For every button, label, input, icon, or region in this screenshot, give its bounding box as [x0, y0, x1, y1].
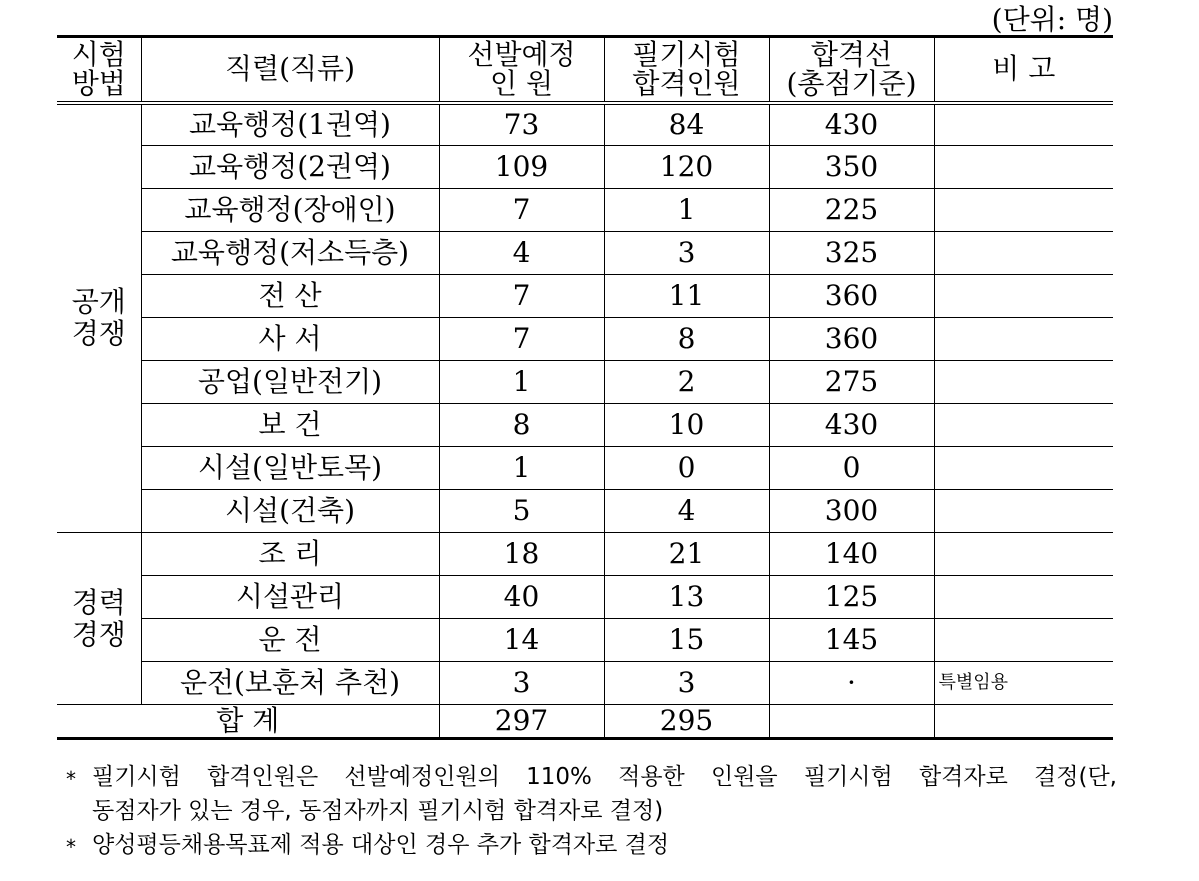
cell-written-pass: 4: [604, 490, 769, 533]
cell-job: 전 산: [141, 275, 439, 318]
exam-method-cell: 경력 경쟁: [57, 533, 141, 705]
cell-written-pass: 10: [604, 404, 769, 447]
footnotes: [62, 760, 1117, 862]
cell-planned: 18: [439, 533, 604, 576]
cell-remark: [934, 404, 1113, 447]
header-remark: 비 고: [934, 37, 1113, 103]
cell-written-pass: 1: [604, 189, 769, 232]
footnote-line: 양성평등채용목표제 적용 대상인 경우 추가 합격자로 결정: [92, 832, 670, 858]
total-planned: 297: [439, 705, 604, 739]
footnote: [62, 760, 1117, 828]
header-written-pass: 필기시험 합격인원: [604, 37, 769, 103]
table-row: [57, 576, 1113, 619]
table-row: [57, 490, 1113, 533]
exam-method-cell: 공개 경쟁: [57, 103, 141, 533]
footnote-bullet: *: [66, 767, 76, 791]
total-cutoff: [769, 705, 934, 739]
cell-cutoff: ·: [769, 662, 934, 705]
cell-job: 교육행정(저소득층): [141, 232, 439, 275]
header-planned: 선발예정 인 원: [439, 37, 604, 103]
cell-planned: 1: [439, 447, 604, 490]
cell-written-pass: 120: [604, 146, 769, 189]
header-cutoff: 합격선 (총점기준): [769, 37, 934, 103]
cell-written-pass: 11: [604, 275, 769, 318]
cell-written-pass: 13: [604, 576, 769, 619]
cell-remark: [934, 232, 1113, 275]
cell-remark: [934, 619, 1113, 662]
cell-remark: [934, 533, 1113, 576]
table-row: [57, 232, 1113, 275]
total-row: [57, 705, 1113, 739]
cell-remark: [934, 275, 1113, 318]
cell-cutoff: 225: [769, 189, 934, 232]
footnote-bullet: *: [66, 835, 76, 859]
cell-planned: 3: [439, 662, 604, 705]
cell-job: 시설관리: [141, 576, 439, 619]
cell-cutoff: 300: [769, 490, 934, 533]
cell-planned: 109: [439, 146, 604, 189]
table-row: [57, 103, 1113, 146]
cell-remark: [934, 318, 1113, 361]
table-row: [57, 662, 1113, 705]
table-row: [57, 447, 1113, 490]
cell-planned: 7: [439, 189, 604, 232]
cell-written-pass: 15: [604, 619, 769, 662]
cell-cutoff: 360: [769, 318, 934, 361]
footnote-line: 동점자가 있는 경우, 동점자까지 필기시험 합격자로 결정): [92, 798, 664, 824]
table-row: [57, 189, 1113, 232]
cell-planned: 4: [439, 232, 604, 275]
table-row: [57, 533, 1113, 576]
cell-planned: 5: [439, 490, 604, 533]
table-row: [57, 318, 1113, 361]
cell-planned: 7: [439, 275, 604, 318]
total-remark: [934, 705, 1113, 739]
cell-cutoff: 275: [769, 361, 934, 404]
cell-job: 운전(보훈처 추천): [141, 662, 439, 705]
cell-job: 교육행정(장애인): [141, 189, 439, 232]
cell-remark: [934, 447, 1113, 490]
cell-written-pass: 84: [604, 103, 769, 146]
cell-job: 운 전: [141, 619, 439, 662]
cell-remark: [934, 146, 1113, 189]
cell-planned: 1: [439, 361, 604, 404]
cell-job: 공업(일반전기): [141, 361, 439, 404]
table-row: [57, 619, 1113, 662]
cell-remark: [934, 576, 1113, 619]
cell-job: 교육행정(1권역): [141, 103, 439, 146]
footnote-line: 필기시험 합격인원은 선발예정인원의 110% 적용한 인원을 필기시험 합격자로 결정(단,: [92, 764, 1117, 790]
table-row: [57, 404, 1113, 447]
cell-planned: 73: [439, 103, 604, 146]
cell-cutoff: 350: [769, 146, 934, 189]
cell-job: 조 리: [141, 533, 439, 576]
cell-remark: [934, 103, 1113, 146]
cell-cutoff: 0: [769, 447, 934, 490]
cell-planned: 40: [439, 576, 604, 619]
cell-cutoff: 430: [769, 103, 934, 146]
table-header-row: [57, 37, 1113, 103]
table-row: [57, 275, 1113, 318]
cell-job: 시설(일반토목): [141, 447, 439, 490]
cell-written-pass: 3: [604, 662, 769, 705]
cell-written-pass: 2: [604, 361, 769, 404]
table-row: [57, 361, 1113, 404]
cell-remark: 특별임용: [934, 662, 1113, 705]
unit-label: (단위: 명): [991, 3, 1113, 36]
cell-remark: [934, 361, 1113, 404]
table-row: [57, 146, 1113, 189]
cell-written-pass: 8: [604, 318, 769, 361]
cell-cutoff: 430: [769, 404, 934, 447]
total-label: 합 계: [57, 705, 439, 739]
cell-cutoff: 325: [769, 232, 934, 275]
cell-planned: 14: [439, 619, 604, 662]
cell-cutoff: 360: [769, 275, 934, 318]
cell-remark: [934, 490, 1113, 533]
cell-cutoff: 140: [769, 533, 934, 576]
cell-planned: 8: [439, 404, 604, 447]
header-job: 직렬(직류): [141, 37, 439, 103]
exam-result-table: [57, 35, 1113, 740]
cell-remark: [934, 189, 1113, 232]
cell-written-pass: 21: [604, 533, 769, 576]
cell-written-pass: 0: [604, 447, 769, 490]
cell-job: 사 서: [141, 318, 439, 361]
footnote: [62, 828, 1117, 862]
cell-cutoff: 125: [769, 576, 934, 619]
cell-job: 교육행정(2권역): [141, 146, 439, 189]
cell-cutoff: 145: [769, 619, 934, 662]
cell-job: 보 건: [141, 404, 439, 447]
cell-planned: 7: [439, 318, 604, 361]
cell-written-pass: 3: [604, 232, 769, 275]
total-written-pass: 295: [604, 705, 769, 739]
header-method: 시험 방법: [57, 37, 141, 103]
cell-job: 시설(건축): [141, 490, 439, 533]
